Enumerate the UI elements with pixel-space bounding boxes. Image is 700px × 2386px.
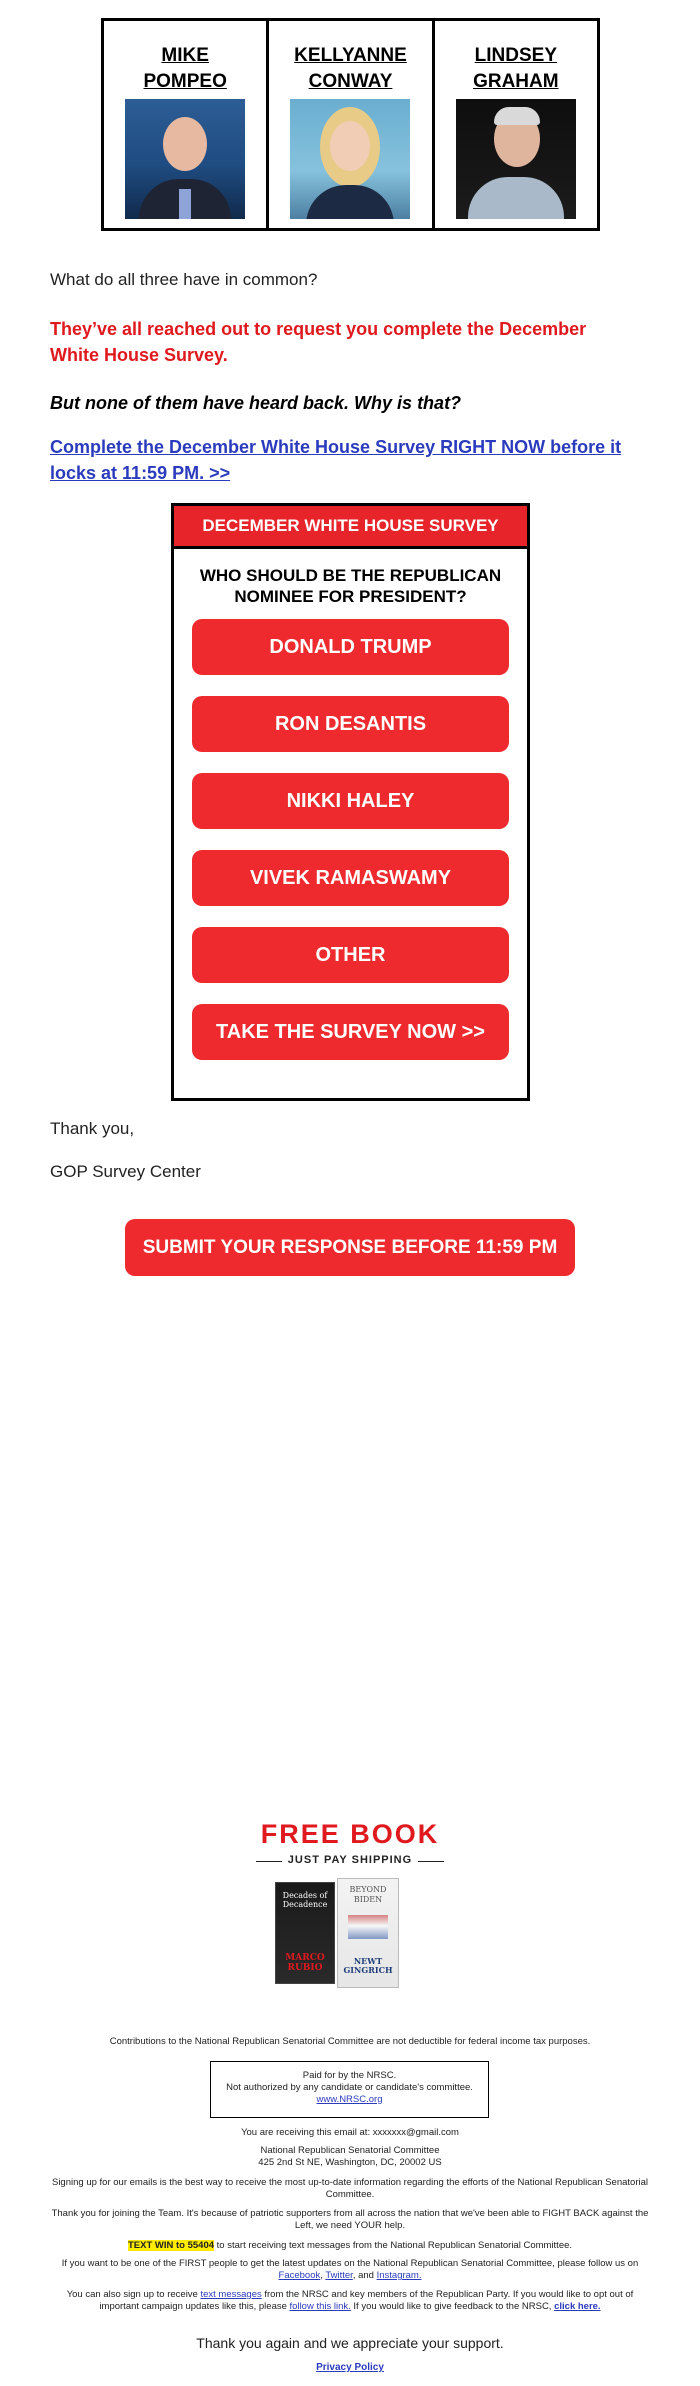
unsubscribe-link[interactable]: follow this link.	[289, 2301, 351, 2312]
option-nikki-haley-button[interactable]: NIKKI HALEY	[192, 773, 509, 829]
intro-red-text: They’ve all reached out to request you complete the December White House Survey.	[50, 319, 587, 365]
privacy-policy-link[interactable]: Privacy Policy	[316, 2362, 384, 2373]
survey-box	[171, 503, 530, 1101]
paid-line1: Paid for by the NRSC.	[302, 2070, 397, 2081]
book-title: Decades of Decadence	[282, 1891, 328, 1909]
sms-mid2: If you would like to give feedback to the NRSC,	[350, 2301, 555, 2312]
follow-and: , and	[352, 2270, 377, 2281]
person-name-line2: GRAHAM	[473, 71, 559, 92]
nrsc-link[interactable]: www.NRSC.org	[316, 2094, 383, 2105]
option-ron-desantis-button[interactable]: RON DESANTIS	[192, 696, 509, 752]
thanks-again: Thank you again and we appreciate your support.	[196, 2335, 504, 2351]
person-photo	[125, 99, 245, 219]
person-name-line1: MIKE	[161, 45, 209, 66]
contributions-note: Contributions to the National Republican Senatorial Committee are not deductible for federal income tax purposes.	[109, 2036, 591, 2047]
paid-for-box	[210, 2061, 489, 2118]
person-name-line1: KELLYANNE	[294, 45, 407, 66]
free-book-subtitle: JUST PAY SHIPPING	[260, 1854, 440, 1866]
feedback-link[interactable]: click here.	[554, 2301, 601, 2312]
person-name-line1: LINDSEY	[474, 45, 557, 66]
people-box	[101, 18, 600, 231]
book-author: NEWT GINGRICH	[343, 1956, 393, 1975]
text-messages-link[interactable]: text messages	[200, 2289, 262, 2300]
follow-pre: If you want to be one of the FIRST people to get the latest updates on the National Republican Senatorial Committee, please follow us on	[61, 2258, 639, 2269]
org-address: 425 2nd St NE, Washington, DC, 20002 US	[258, 2157, 442, 2168]
sms-mid: from the NRSC and key members of the Republican Party. If you would like to opt out of important campaign updates like this, please	[99, 2289, 634, 2312]
text-signup-note	[50, 2240, 650, 2252]
survey-link[interactable]: Complete the December White House Survey RIGHT NOW before it locks at 11:59 PM. >>	[50, 437, 622, 483]
person-card-conway	[269, 21, 434, 228]
person-photo	[456, 99, 576, 219]
free-book-title[interactable]: FREE BOOK	[260, 1819, 440, 1849]
signature-text: GOP Survey Center	[50, 1162, 201, 1181]
book-author: MARCO RUBIO	[285, 1953, 325, 1973]
book-cover-gingrich	[337, 1878, 399, 1988]
receiving-note: You are receiving this email at: xxxxxxx@gmail.com	[241, 2127, 459, 2138]
take-survey-button[interactable]: TAKE THE SURVEY NOW >>	[192, 1004, 509, 1060]
book-cover-rubio	[275, 1882, 335, 1984]
option-other-button[interactable]: OTHER	[192, 927, 509, 983]
person-name-line2: POMPEO	[143, 71, 227, 92]
signup-note: Signing up for our emails is the best way to receive the most up-to-date information regarding the efforts of the National Republican Senatorial Committee.	[51, 2177, 649, 2200]
intro-question: What do all three have in common?	[50, 270, 318, 289]
twitter-link[interactable]: Twitter	[325, 2270, 353, 2281]
intro-italic-text: But none of them have heard back. Why is that?	[50, 393, 462, 413]
sms-note	[50, 2289, 650, 2313]
flag-graphic	[348, 1915, 388, 1939]
book-title: BEYOND BIDEN	[349, 1885, 387, 1904]
person-card-graham	[435, 21, 597, 228]
option-donald-trump-button[interactable]: DONALD TRUMP	[192, 619, 509, 675]
text-win-highlight: TEXT WIN to 55404	[127, 2240, 215, 2251]
sms-pre: You can also sign up to receive	[66, 2289, 201, 2300]
person-photo	[290, 99, 410, 219]
text-signup-rest: to start receiving text messages from the National Republican Senatorial Committee.	[214, 2240, 573, 2251]
paid-line2: Not authorized by any candidate or candidate's committee.	[226, 2082, 473, 2093]
person-card-pompeo	[104, 21, 269, 228]
follow-note: If you want to be one of the FIRST people to get the latest updates on the National Republican Senatorial Committee, please follow us on Facebook, Twitter, and Instagram.	[61, 2258, 639, 2281]
submit-response-button[interactable]: SUBMIT YOUR RESPONSE BEFORE 11:59 PM	[125, 1219, 575, 1276]
thanks-text: Thank you,	[50, 1119, 135, 1138]
survey-options	[174, 619, 527, 1060]
option-vivek-ramaswamy-button[interactable]: VIVEK RAMASWAMY	[192, 850, 509, 906]
survey-header: DECEMBER WHITE HOUSE SURVEY	[174, 506, 527, 549]
person-name-line2: CONWAY	[308, 71, 393, 92]
free-book-image[interactable]	[265, 1878, 435, 2013]
survey-question: WHO SHOULD BE THE REPUBLICAN NOMINEE FOR PRESIDENT?	[199, 566, 502, 606]
facebook-link[interactable]: Facebook	[278, 2270, 321, 2281]
instagram-link[interactable]: Instagram.	[376, 2270, 422, 2281]
joining-note: Thank you for joining the Team. It's because of patriotic supporters from all across the nation that we've been able to FIGHT BACK against the Left, we need YOUR help.	[51, 2208, 649, 2231]
org-name: National Republican Senatorial Committee	[260, 2145, 440, 2156]
